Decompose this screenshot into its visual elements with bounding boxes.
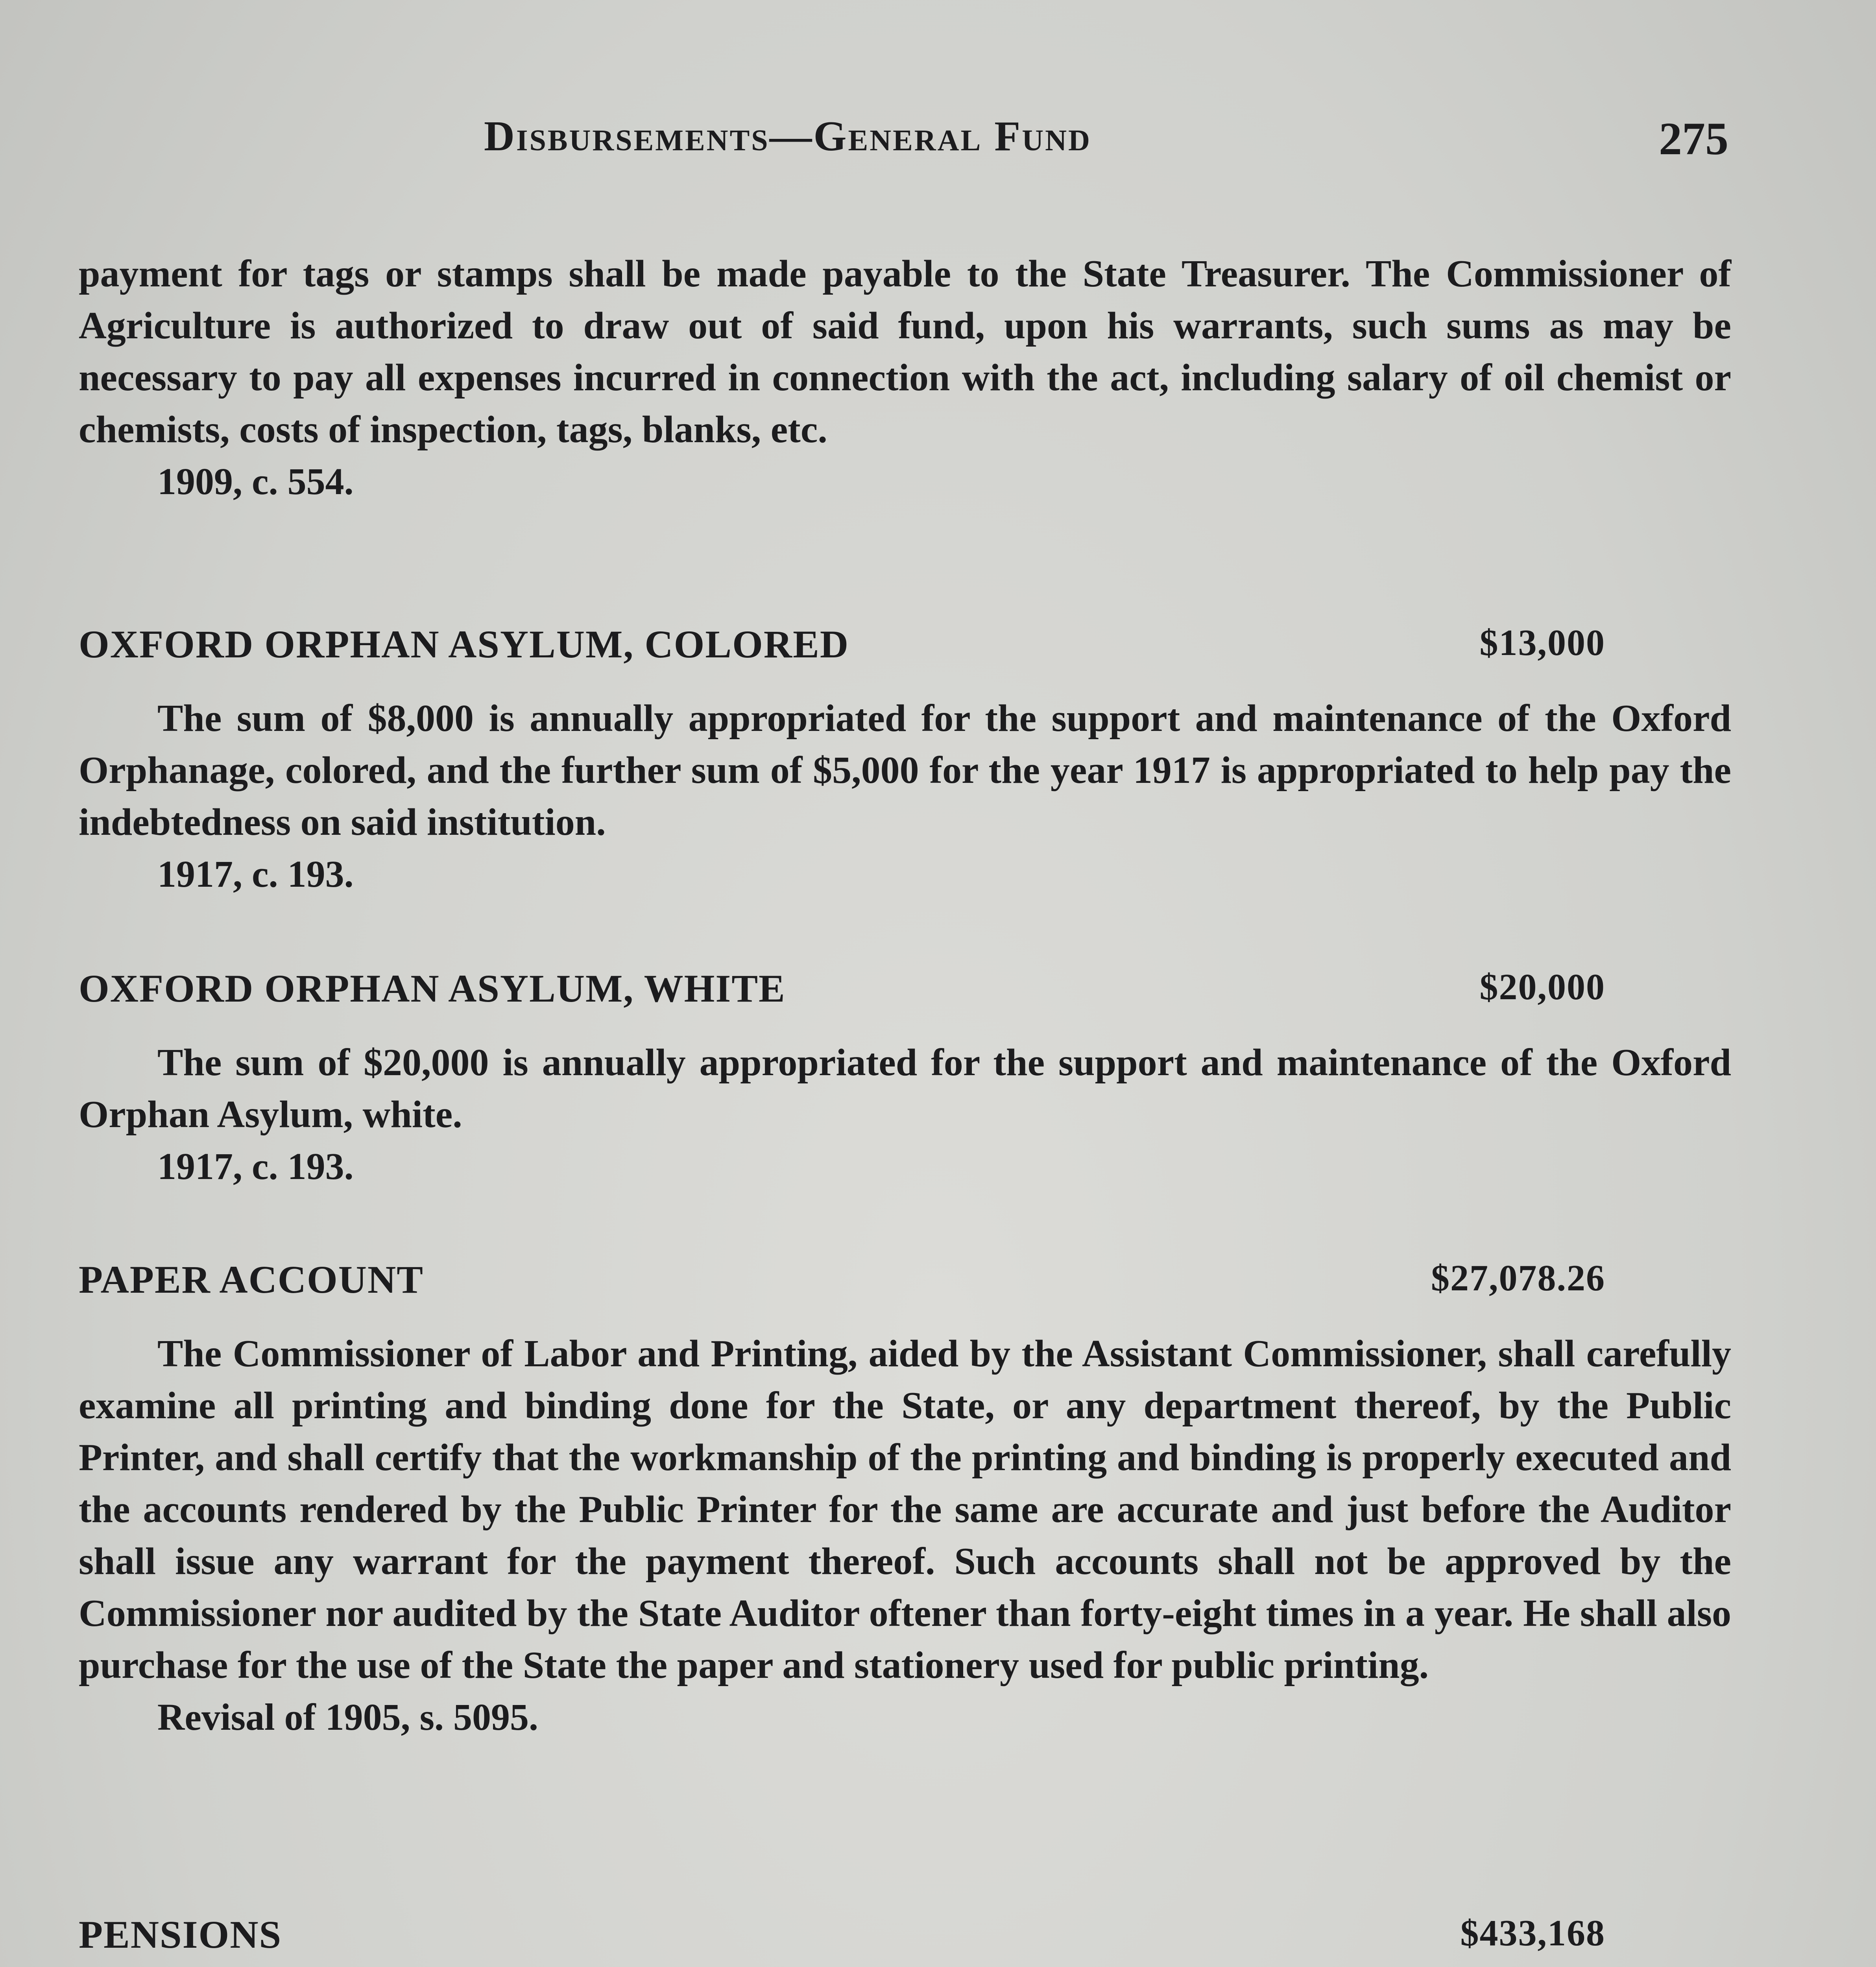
section-title: OXFORD ORPHAN ASYLUM, WHITE	[79, 967, 786, 1010]
running-head: Disbursements—General Fund	[484, 113, 1091, 160]
intro-citation: 1909, c. 554.	[157, 460, 354, 502]
section-heading-pensions	[79, 1912, 1605, 1963]
section-amount: $433,168	[1460, 1913, 1605, 1954]
section-paragraph: The sum of $8,000 is annually appropriated for the support and maintenance of the Oxford Orphanage, colored, and the further sum of $5,000 for the year 1917 is appropriated to help pay the indebtedness on said institution.	[79, 697, 1731, 843]
section-body-white-asylum	[79, 1037, 1731, 1192]
section-title: PENSIONS	[79, 1913, 282, 1956]
section-amount: $20,000	[1479, 967, 1605, 1007]
section-citation: 1917, c. 193.	[157, 853, 354, 895]
section-citation: Revisal of 1905, s. 5095.	[157, 1696, 538, 1738]
section-amount: $27,078.26	[1431, 1258, 1605, 1299]
section-heading-white-asylum	[79, 966, 1605, 1017]
section-title: PAPER ACCOUNT	[79, 1258, 424, 1301]
section-body-colored-asylum	[79, 692, 1731, 900]
intro-block	[79, 248, 1731, 507]
page-number: 275	[1659, 113, 1728, 164]
intro-paragraph: payment for tags or stamps shall be made payable to the State Treasurer. The Commissioner of Agriculture is authorized to draw out of said fund, upon his warrants, such sums as may be necessary to pay all expenses incurred in connection with the act, including salary of oil chemist or chemists, costs of inspection, tags, blanks, etc.	[79, 253, 1731, 451]
section-body-paper-account	[79, 1328, 1731, 1743]
section-paragraph: The sum of $20,000 is annually appropriated for the support and maintenance of the Oxford Orphan Asylum, white.	[79, 1041, 1731, 1136]
section-heading-colored-asylum	[79, 622, 1605, 673]
section-amount: $13,000	[1479, 622, 1605, 663]
section-citation: 1917, c. 193.	[157, 1145, 354, 1187]
section-paragraph: The Commissioner of Labor and Printing, aided by the Assistant Commissioner, shall carefully examine all printing and binding done for the State, or any department thereof, by the Public Printer, and shall certify that the workmanship of the printing and binding is properly executed and the accounts rendered by the Public Printer for the same are accurate and just before the Auditor shall issue any warrant for the payment thereof. Such accounts shall not be approved by the Commissioner nor audited by the State Auditor oftener than forty-eight times in a year. He shall also purchase for the use of the State the paper and stationery used for public printing.	[79, 1332, 1731, 1687]
section-heading-paper-account	[79, 1257, 1605, 1308]
section-title: OXFORD ORPHAN ASYLUM, COLORED	[79, 622, 849, 666]
